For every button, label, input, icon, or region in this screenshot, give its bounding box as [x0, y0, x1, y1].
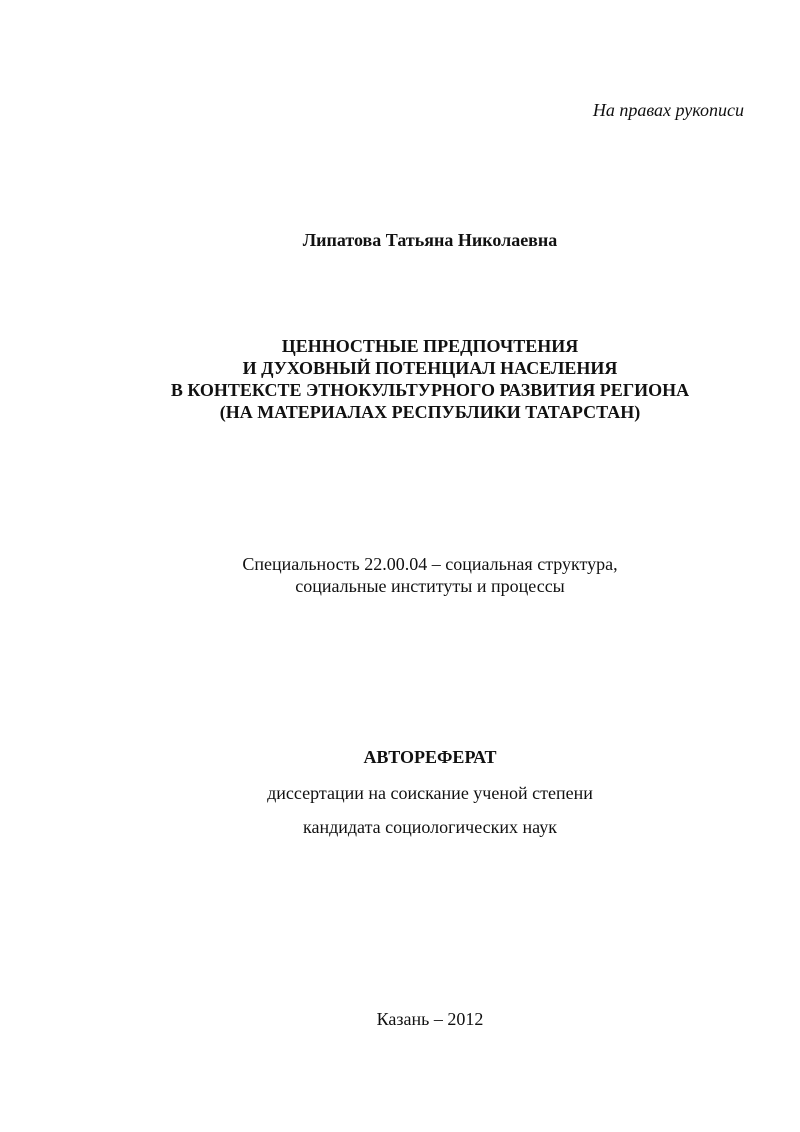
place-and-year: Казань – 2012: [376, 1009, 484, 1029]
title-line: И ДУХОВНЫЙ ПОТЕНЦИАЛ НАСЕЛЕНИЯ: [242, 358, 618, 378]
title-line: В КОНТЕКСТЕ ЭТНОКУЛЬТУРНОГО РАЗВИТИЯ РЕГИОНА: [170, 380, 690, 400]
title-line: (НА МАТЕРИАЛАХ РЕСПУБЛИКИ ТАТАРСТАН): [219, 402, 641, 422]
manuscript-rights-note: На правах рукописи: [592, 100, 744, 120]
specialty-line: социальные институты и процессы: [295, 576, 565, 596]
degree-line: диссертации на соискание ученой степени: [267, 783, 593, 803]
specialty-line: Специальность 22.00.04 – социальная структура,: [242, 554, 618, 574]
degree-line: кандидата социологических наук: [303, 817, 557, 837]
title-line: ЦЕННОСТНЫЕ ПРЕДПОЧТЕНИЯ: [281, 336, 579, 356]
author-name: Липатова Татьяна Николаевна: [302, 230, 558, 250]
abstract-heading: АВТОРЕФЕРАТ: [363, 747, 497, 767]
